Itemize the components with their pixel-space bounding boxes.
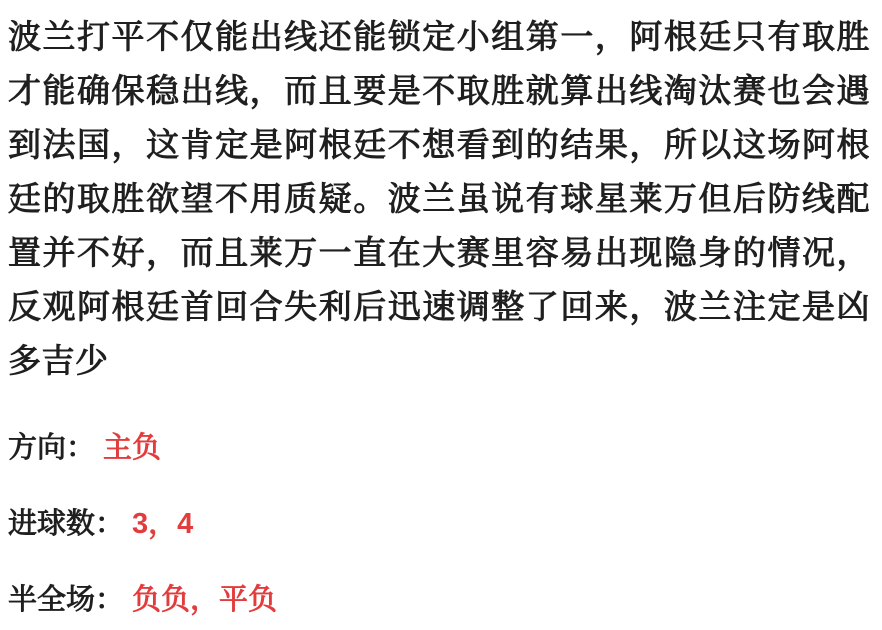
direction-label: 方向： [8, 432, 96, 464]
half-full-time-value: 负负，平负 [132, 584, 278, 616]
prediction-direction [8, 432, 870, 464]
analysis-paragraph: 波兰打平不仅能出线还能锁定小组第一，阿根廷只有取胜才能确保稳出线，而且要是不取胜就算出线淘汰赛也会遇到法国，这肯定是阿根廷不想看到的结果，所以这场阿根廷的取胜欲望不用质疑。波兰虽说有球星莱万但后防线配置并不好，而且莱万一直在大赛里容易出现隐身的情况，反观阿根廷首回合失利后迅速调整了回来，波兰注定是凶多吉少 [8, 18, 870, 379]
prediction-half-full-time [8, 584, 870, 616]
goals-label: 进球数： [8, 508, 125, 540]
prediction-goals [8, 508, 870, 540]
half-full-time-label: 半全场： [8, 584, 125, 616]
goals-value: 3，4 [132, 508, 194, 540]
direction-value: 主负 [103, 432, 162, 464]
